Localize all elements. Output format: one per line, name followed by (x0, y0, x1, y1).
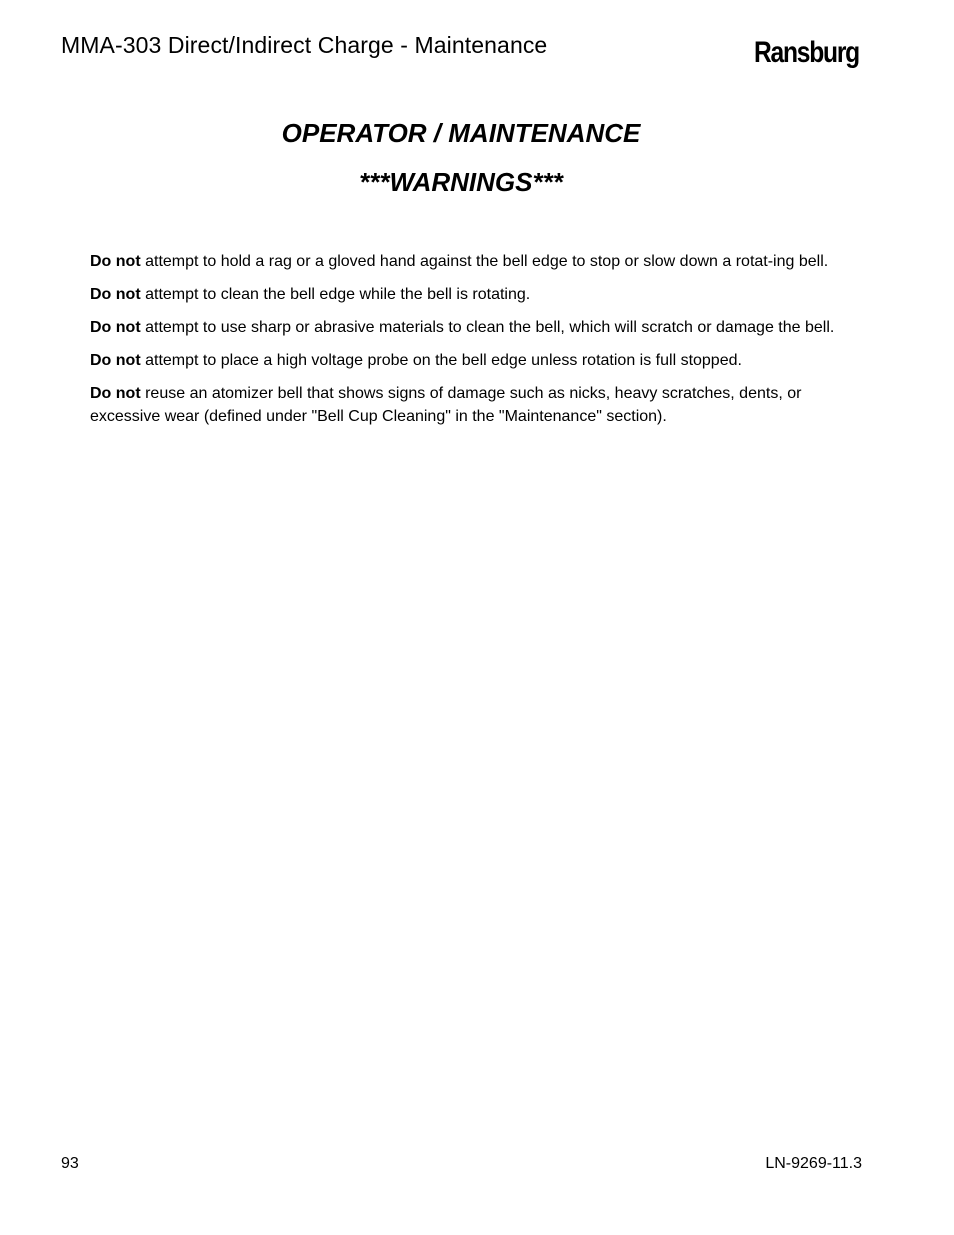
ransburg-logo: Ransburg (754, 36, 859, 69)
warning-item (90, 349, 840, 372)
warning-text: reuse an atomizer bell that shows signs of damage such as nicks, heavy scratches, dents, or excessive wear (defined under "Bell Cup Cleaning" in the "Maintenance" section). (90, 385, 802, 425)
warning-text: attempt to hold a rag or a gloved hand against the bell edge to stop or slow down a rotat-ing bell. (140, 253, 829, 270)
warning-lead: Do not (90, 352, 141, 369)
warning-lead: Do not (90, 286, 141, 303)
warning-lead: Do not (90, 319, 141, 336)
page-number: 93 (61, 1155, 79, 1172)
document-number: LN-9269-11.3 (765, 1155, 862, 1172)
warning-item (90, 283, 840, 306)
page-header-title: MMA-303 Direct/Indirect Charge - Maintenance (61, 32, 548, 58)
warning-text: attempt to use sharp or abrasive materials to clean the bell, which will scratch or damage the bell. (140, 319, 835, 336)
warning-item (90, 250, 840, 273)
warning-text: attempt to clean the bell edge while the bell is rotating. (140, 286, 531, 303)
warning-item (90, 316, 840, 339)
warning-lead: Do not (90, 253, 141, 270)
section-subtitle: ***WARNINGS*** (359, 167, 563, 197)
warning-text: attempt to place a high voltage probe on the bell edge unless rotation is full stopped. (140, 352, 742, 369)
warning-item (90, 382, 840, 428)
section-title: OPERATOR / MAINTENANCE (281, 118, 641, 148)
warnings-list (90, 250, 840, 438)
warning-lead: Do not (90, 385, 141, 402)
